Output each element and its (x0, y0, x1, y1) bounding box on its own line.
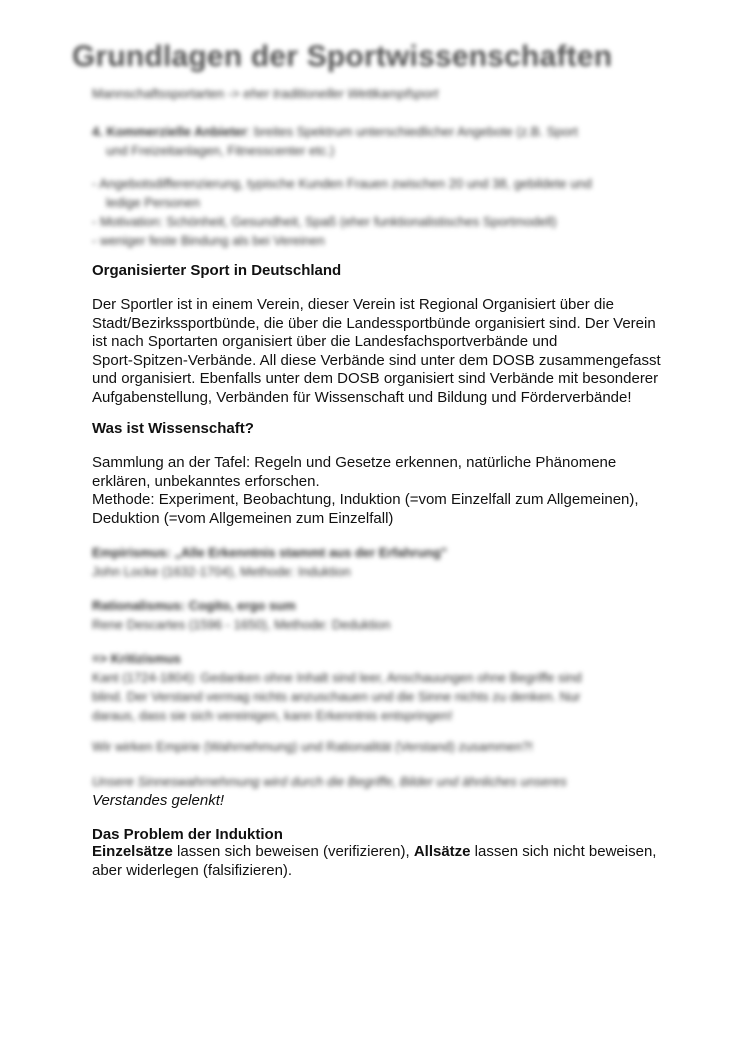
induktion-section (92, 826, 702, 880)
paragraph-line: Deduktion (=vom Allgemeinen zum Einzelfall) (92, 509, 394, 527)
paragraph-line: ist nach Sportarten organisiert über die Landesfachsportverbände und (92, 333, 558, 350)
bullet-item: - weniger feste Bindung als bei Vereinen (92, 233, 325, 248)
empirismus-heading: Empirismus: „Alle Erkenntnis stammt aus der Erfahrung" (92, 545, 448, 560)
kritizismus-heading: => Kritizismus (92, 651, 181, 666)
kritizismus-line: Kant (1724-1804): Gedanken ohne Inhalt sind leer, Anschauungen ohne Begriffe sind (92, 670, 582, 685)
rationalismus-line: Rene Descartes (1596 - 1650), Methode: Deduktion (92, 617, 391, 632)
kritizismus-block (92, 649, 682, 725)
section-paragraph (92, 296, 702, 407)
paragraph-line: Sport-Spitzen-Verbände. All diese Verbände sind unter dem DOSB zusammengefasst (92, 351, 661, 369)
empirismus-block (92, 543, 682, 581)
bullet-item: - Angebotsdifferenzierung, typische Kunden Frauen zwischen 20 und 38, gebildete und (92, 176, 592, 191)
item4-label: 4. Kommerzielle Anbieter (92, 124, 247, 139)
kritizismus-line: daraus, dass sie sich vereinigen, kann Erkenntnis entspringen! (92, 708, 453, 723)
plain-text: lassen sich nicht beweisen, (470, 843, 657, 860)
question-line: Wir wirken Empirie (Wahrnehmung) und Rationalität (Verstand) zusammen?! (92, 739, 533, 754)
wissenschaft-section (92, 420, 702, 528)
bold-term: Allsätze (413, 843, 471, 860)
paragraph-line: Der Sportler ist in einem Verein, dieser Verein ist Regional Organisiert über die (92, 296, 614, 313)
rationalismus-heading: Rationalismus: Cogito, ergo sum (92, 598, 296, 613)
section-heading: Was ist Wissenschaft? (92, 420, 254, 437)
section-heading: Organisierter Sport in Deutschland (92, 262, 342, 279)
paragraph-line (92, 843, 702, 862)
organisierter-sport-section (92, 262, 702, 407)
verstandes-line: Verstandes gelenkt! (92, 792, 225, 809)
paragraph-line: Methode: Experiment, Beobachtung, Induktion (=vom Einzelfall zum Allgemeinen), (92, 491, 639, 508)
line-prefix: Mannschaftssportarten -> (92, 86, 244, 101)
bullet-list (92, 174, 682, 250)
paragraph-line: aber widerlegen (falsifizieren). (92, 861, 293, 879)
section-paragraph (92, 454, 702, 528)
kritizismus-line: blind. Der Verstand vermag nichts anzuschauen und die Sinne nichts zu denken. Nur (92, 689, 581, 704)
plain-text: lassen sich beweisen (verifizieren), (172, 843, 414, 860)
paragraph-line: Stadt/Bezirkssportbünde, die über die Landessportbünde organisiert sind. Der Verein (92, 314, 656, 332)
line-italic: eher traditioneller Wettkampfsport (243, 86, 439, 101)
sport-type-line (92, 84, 682, 103)
section-paragraph (92, 843, 702, 880)
bold-term: Einzelsätze (92, 843, 173, 860)
bullet-item: ledige Personen (106, 195, 200, 210)
italic-line: Unsere Sinneswahrnehmung wird durch die Begriffe, Bilder und ähnliches unseres (92, 774, 567, 789)
paragraph-line: Aufgabenstellung, Verbänden für Wissenschaft und Bildung und Förderverbände! (92, 388, 632, 406)
bullet-item: - Motivation: Schönheit, Gesundheit, Spaß (eher funktionalistisches Sportmodell) (92, 214, 557, 229)
blurred-intro (92, 84, 682, 103)
item4-text-b: und Freizeitanlagen, Fitnesscenter etc.) (106, 143, 335, 158)
rationalismus-block (92, 596, 682, 634)
empirismus-line: John Locke (1632-1704), Methode: Induktion (92, 564, 351, 579)
item4-text-a: : breites Spektrum unterschiedlicher Angebote (z.B. Sport (246, 124, 578, 139)
paragraph-line: und organisiert. Ebenfalls unter dem DOSB organisiert sind Verbände mit besonderer (92, 370, 659, 387)
paragraph-line: erklären, unbekanntes erforschen. (92, 472, 320, 490)
commercial-providers (92, 122, 682, 160)
paragraph-line: Sammlung an der Tafel: Regeln und Gesetze erkennen, natürliche Phänomene (92, 454, 617, 471)
page-title: Grundlagen der Sportwissenschaften (72, 40, 613, 73)
section-heading: Das Problem der Induktion (92, 826, 283, 843)
